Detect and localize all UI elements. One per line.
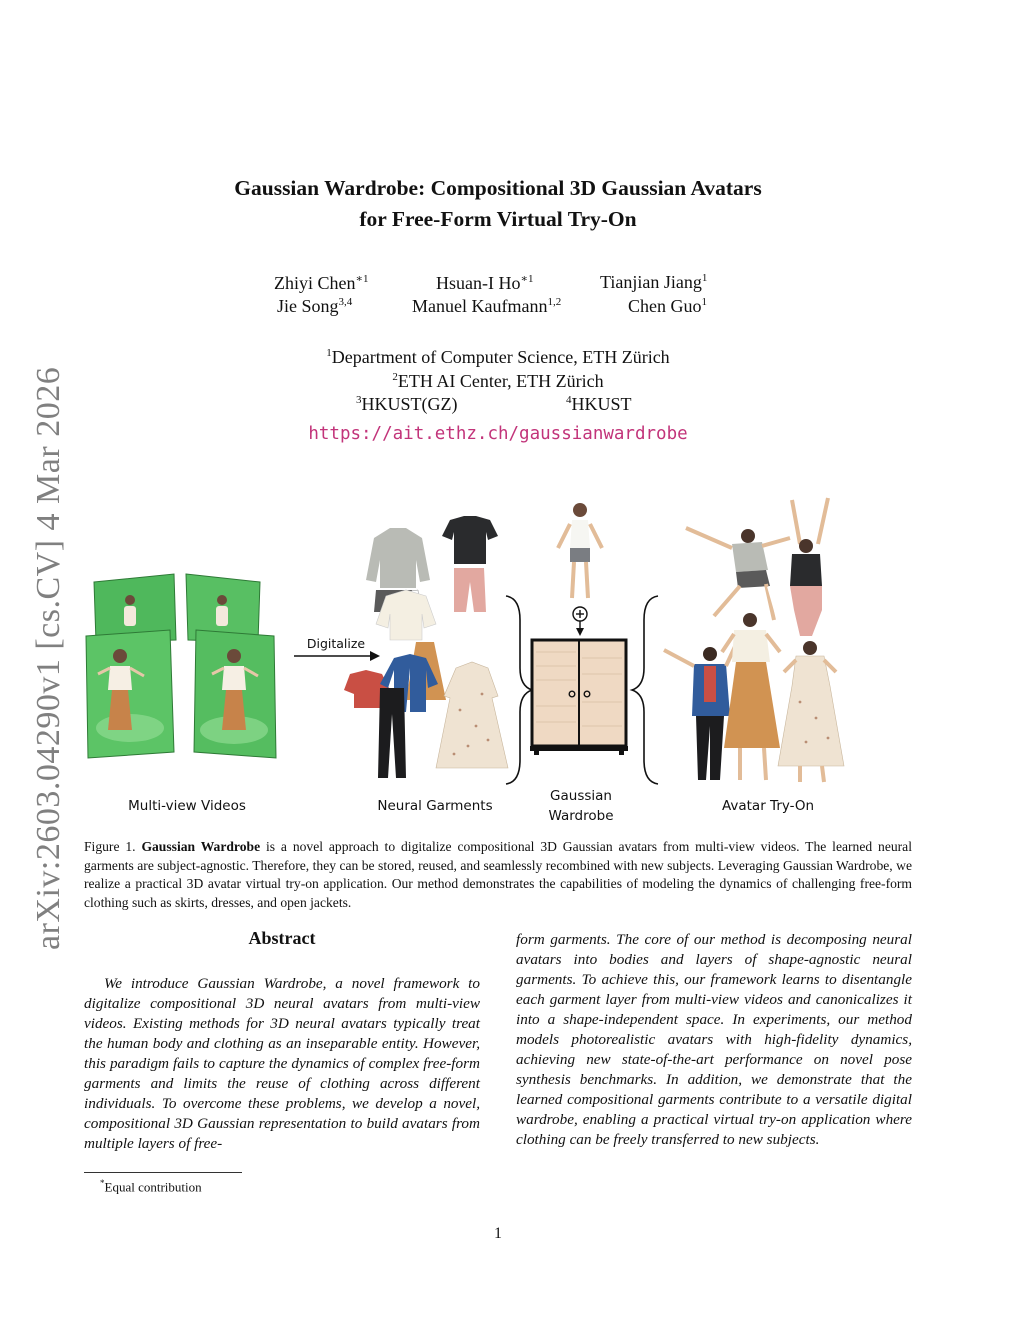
paper-title-line1: Gaussian Wardrobe: Compositional 3D Gaussian Avatars (234, 176, 762, 200)
page-number: 1 (494, 1225, 502, 1242)
multiview-videos-label: Multi-view Videos (128, 798, 246, 814)
abstract-column-left: We introduce Gaussian Wardrobe, a novel framework to digitalize compositional 3D neural avatars from multi-view videos. Existing methods for 3D neural avatars typically treat the human body and clothing as an inseparable entity. However, this paradigm fails to capture the dynamics of complex free-form garments and limits the reuse of clothing across different individuals. To overcome these problems, we develop a novel, compositional 3D Gaussian representation to build avatars from multiple layers of free- (84, 975, 480, 1152)
project-url-link[interactable]: https://ait.ethz.ch/gaussianwardrobe (308, 424, 688, 444)
footnote: *Equal contribution (100, 1178, 202, 1195)
multiview-video-frames (86, 574, 276, 758)
author: Hsuan-I $Ho^{∗1}$ (436, 273, 534, 293)
affiliation: $^2$ETH AI Center, ETH Zürich (392, 371, 604, 391)
wardrobe-icon (530, 640, 628, 755)
gaussian-wardrobe-label-line2: Wardrobe (548, 808, 614, 824)
avatar-tryon-label: Avatar Try-On (721, 798, 815, 814)
plus-icon (573, 607, 587, 636)
arxiv-stamp: arXiv:2603.04290v1 [cs.CV] 4 Mar 2026 (30, 366, 67, 950)
neural-garments-label: Neural Garments (377, 798, 493, 814)
author: Chen Guo$^1$ (628, 296, 707, 316)
gaussian-wardrobe-label-line1: Gaussian (550, 788, 612, 804)
abstract-column-right: form garments. The core of our method is decomposing neural avatars into bodies and layers of shape-agnostic neural garments. To achieve this, our framework learns to disentangle each garment layer from multi-view videos and canonicalizes it into a shape-independent space. In experiments, our method models photorealistic avatars with high-fidelity dynamics, achieving new state-of-the-art performance on novel pose synthesis benchmarks. In addition, we demonstrate that the learned compositional garments contribute to a versatile digital wardrobe, enabling a practical virtual try-on application where clothing can be freely transferred to new subjects. (516, 931, 912, 1148)
digitalize-arrow (294, 651, 380, 661)
left-brace (506, 596, 532, 784)
author: Manuel Kaufmann$^{1,2}$ (412, 296, 562, 316)
affiliation: $^3$HKUST(GZ) (356, 394, 458, 414)
digitalize-label: Digitalize (306, 636, 366, 651)
affiliation: $^4$HKUST (566, 394, 632, 414)
author: Zhiyi Chen$^{∗1}$ (274, 273, 369, 293)
right-brace (632, 596, 658, 784)
body-figure (558, 503, 602, 598)
tryon-avatars (664, 498, 844, 782)
affiliation: $^1$Department of Computer Science, ETH Zürich (326, 347, 670, 367)
abstract-heading: Abstract (248, 928, 316, 948)
footnote-rule (84, 1172, 242, 1173)
teaser-figure (84, 490, 912, 835)
neural-garments (344, 516, 508, 778)
author: Tianjian Jiang$^1$ (600, 272, 708, 292)
paper-title-line2: for Free-Form Virtual Try-On (359, 207, 637, 231)
author: Jie Song$^{3,4}$ (277, 296, 353, 316)
figure-caption: Figure 1. Gaussian Wardrobe is a novel approach to digitalize compositional 3D Gaussian avatars from multi-view videos. The learned neural garments are subject-agnostic. Therefore, they can be stored, reused, and seamlessly recombined with new subjects. Leveraging Gaussian Wardrobe, we realize a practical 3D avatar virtual try-on application. Our method demonstrates the capabilities of modeling the dynamics of challenging free-form clothing such as skirts, dresses, and open jackets. (84, 839, 912, 910)
